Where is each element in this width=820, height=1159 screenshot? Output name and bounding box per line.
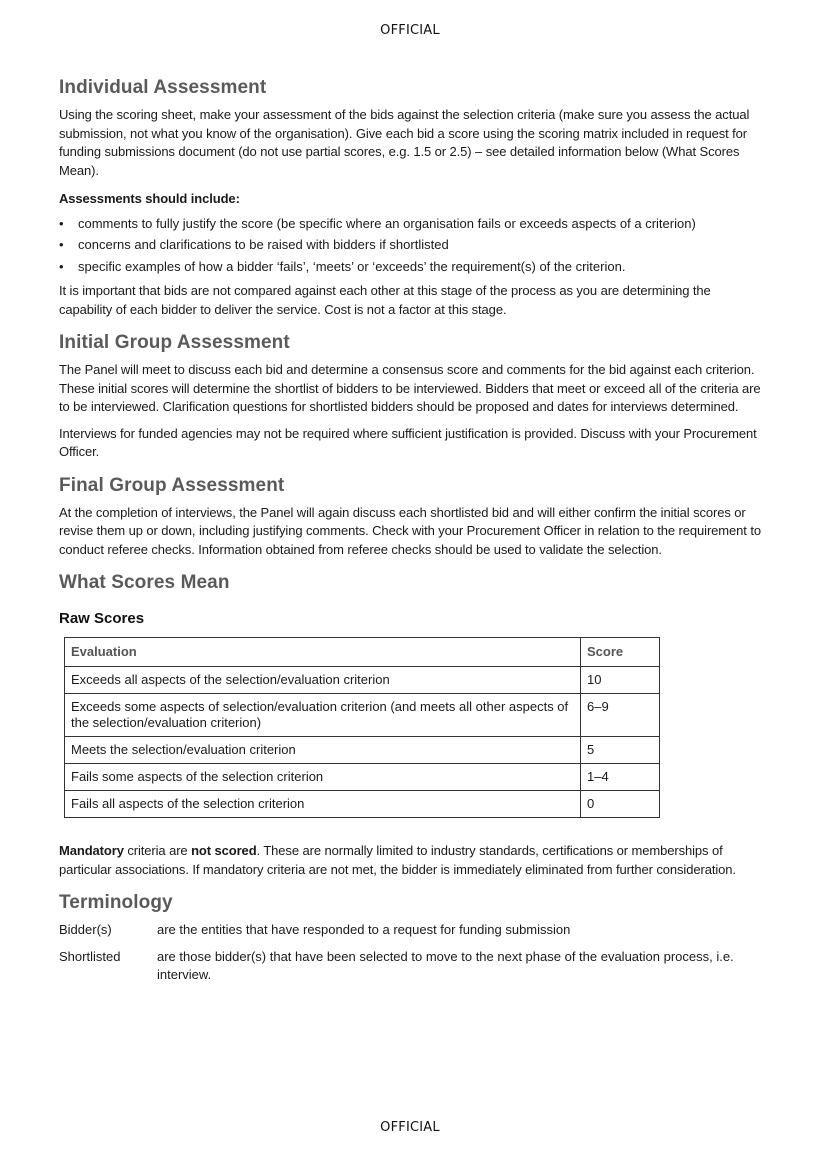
terminology-heading: Terminology: [59, 892, 173, 913]
term-label: Bidder(s): [59, 922, 112, 937]
score-cell: 1–4: [581, 764, 660, 791]
what-scores-mean-heading: What Scores Mean: [59, 572, 230, 593]
evaluation-cell: Exceeds some aspects of selection/evaluation criterion (and meets all other aspects of the selection/evaluation criterion): [65, 694, 581, 737]
assessment-requirements-list: [59, 215, 765, 277]
score-cell: 6–9: [581, 694, 660, 737]
evaluation-cell: Fails some aspects of the selection criterion: [65, 764, 581, 791]
evaluation-cell: Exceeds all aspects of the selection/evaluation criterion: [65, 667, 581, 694]
initial-group-assessment-paragraph-1: The Panel will meet to discuss each bid and determine a consensus score and comments for the bid against each criterion. These initial scores will determine the shortlist of bidders to be interviewed. Bidders that meet or exceed all of the criteria are to be interviewed. Clarification questions for shortlisted bidders should be proposed and dates for interviews determined.: [59, 362, 761, 414]
initial-group-assessment-paragraph-2: Interviews for funded agencies may not be required where sufficient justification is provided. Discuss with your Procurement Officer.: [59, 425, 757, 459]
bullet-icon: •: [59, 215, 64, 231]
individual-assessment-heading: Individual Assessment: [59, 77, 267, 98]
column-header-evaluation: Evaluation: [65, 638, 581, 667]
table-row: [65, 694, 660, 737]
final-group-assessment-heading: Final Group Assessment: [59, 474, 285, 496]
what-scores-mean-section: [59, 571, 765, 879]
term-definition: are those bidder(s) that have been selected to move to the next phase of the evaluation process, i.e. interview.: [157, 948, 734, 982]
individual-assessment-closing: It is important that bids are not compared against each other at this stage of the process as you are determining the capability of each bidder to deliver the service. Cost is not a factor at this stage.: [59, 283, 711, 317]
table-row: [65, 667, 660, 694]
list-item: • comments to fully justify the score (be specific where an organisation fails or exceeds aspects of a criterion): [59, 215, 765, 234]
terminology-row: [59, 948, 765, 985]
column-header-score: Score: [581, 638, 660, 667]
table-header-row: [65, 638, 660, 667]
individual-assessment-intro: Using the scoring sheet, make your assessment of the bids against the selection criteria (make sure you assess the actual submission, not what you know of the organisation). Give each bid a score using the scoring matrix included in request for funding submissions document (do not use partial scores, e.g. 1.5 or 2.5) – see detailed information below (What Scores Mean).: [59, 107, 750, 178]
table-row: [65, 791, 660, 818]
evaluation-cell: Fails all aspects of the selection criterion: [65, 791, 581, 818]
score-cell: 10: [581, 667, 660, 694]
term-definition: are the entities that have responded to a request for funding submission: [157, 922, 571, 937]
individual-assessment-section: [59, 76, 765, 319]
raw-scores-table: [64, 637, 660, 818]
bullet-icon: •: [59, 258, 64, 274]
raw-scores-subheading: Raw Scores: [59, 610, 145, 627]
header-classification-marking: OFFICIAL: [380, 23, 440, 38]
table-row: [65, 737, 660, 764]
mandatory-criteria-note: Mandatory criteria are not scored. These are normally limited to industry standards, certifications or memberships of particular associations. If mandatory criteria are not met, the bidder is immediately eliminated from further consideration.: [59, 843, 736, 877]
list-item: • specific examples of how a bidder ‘fails’, ‘meets’ or ‘exceeds’ the requirement(s) of the criterion.: [59, 258, 765, 277]
initial-group-assessment-heading: Initial Group Assessment: [59, 332, 290, 353]
terminology-row: [59, 921, 765, 940]
score-cell: 5: [581, 737, 660, 764]
footer-classification-marking: OFFICIAL: [380, 1120, 440, 1135]
table-row: [65, 764, 660, 791]
document-body: [59, 76, 765, 993]
final-group-assessment-paragraph: At the completion of interviews, the Panel will again discuss each shortlisted bid and will either confirm the initial scores or revise them up or down, including justifying comments. Check with your Procurement Officer in relation to the requirement to conduct referee checks. Information obtained from referee checks should be used to validate the selection.: [59, 504, 761, 557]
bullet-icon: •: [59, 237, 64, 252]
evaluation-cell: Meets the selection/evaluation criterion: [65, 737, 581, 764]
terminology-section: [59, 891, 765, 985]
term-label: Shortlisted: [59, 948, 121, 964]
list-item: • concerns and clarifications to be raised with bidders if shortlisted: [59, 236, 765, 255]
score-cell: 0: [581, 791, 660, 818]
final-group-assessment-section: [59, 474, 765, 560]
assessments-include-label: Assessments should include:: [59, 191, 240, 206]
initial-group-assessment-section: [59, 331, 765, 462]
